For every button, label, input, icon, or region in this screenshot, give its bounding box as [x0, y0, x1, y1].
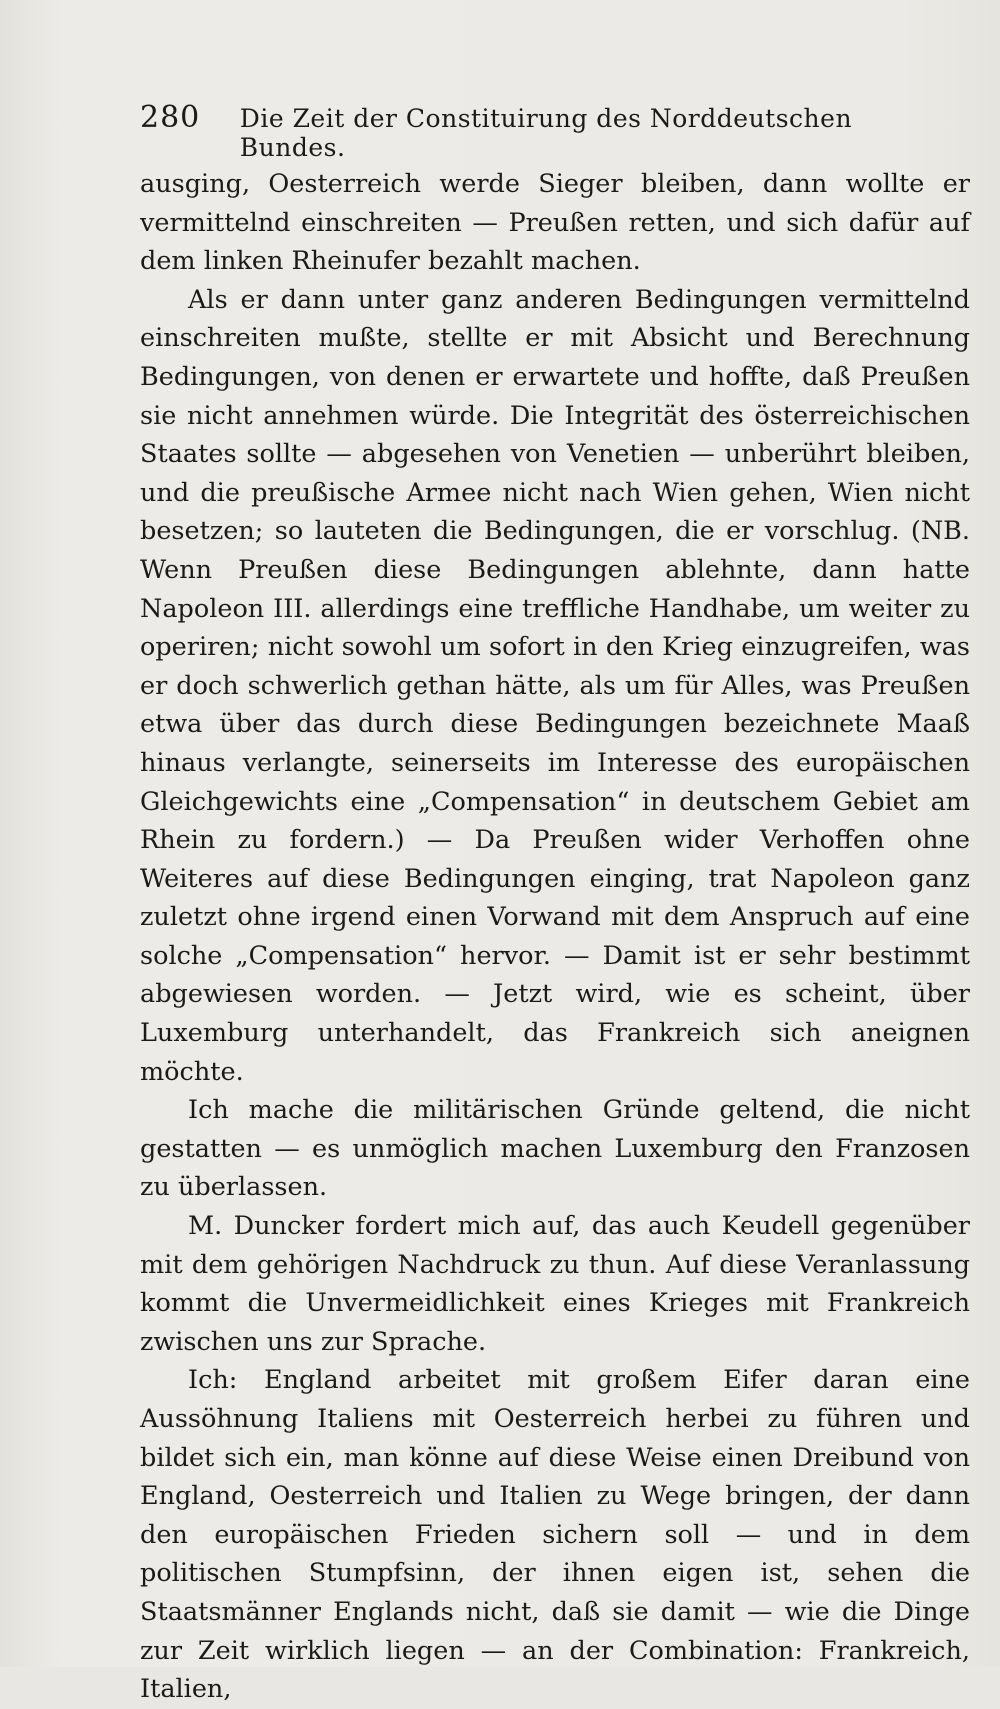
paragraph: M. Duncker fordert mich auf, das auch Keudell gegenüber mit dem gehörigen Nachdruck zu thun. Auf diese Veranlassung kommt die Unvermeidlichkeit eines Krieges mit Frankreich zwischen uns zur Sprache.	[140, 1211, 970, 1357]
body-text	[140, 165, 970, 1709]
paragraph: Ich: England arbeitet mit großem Eifer daran eine Aussöhnung Italiens mit Oesterreich herbei zu führen und bildet sich ein, man könne auf diese Weise einen Dreibund von England, Oesterreich und Italien zu Wege bringen, der dann den europäischen Frieden sichern soll — und in dem politischen Stumpfsinn, der ihnen eigen ist, sehen die Staatsmänner Englands nicht, daß sie damit — wie die Dinge zur Zeit wirklich liegen — an der Combination: Frankreich, Italien,	[140, 1365, 970, 1705]
page-header	[140, 100, 870, 162]
paragraph: Ich mache die militärischen Gründe geltend, die nicht gestatten — es unmöglich machen Luxemburg den Franzosen zu überlassen.	[140, 1095, 970, 1203]
paragraph: ausging, Oesterreich werde Sieger bleiben, dann wollte er vermittelnd einschreiten — Preußen retten, und sich dafür auf dem linken Rheinufer bezahlt machen.	[140, 169, 970, 277]
paragraph: Als er dann unter ganz anderen Bedingungen vermittelnd einschreiten mußte, stellte er mit Absicht und Berechnung Bedingungen, von denen er erwartete und hoffte, daß Preußen sie nicht annehmen würde. Die Integrität des österreichischen Staates sollte — abgesehen von Venetien — unberührt bleiben, und die preußische Armee nicht nach Wien gehen, Wien nicht besetzen; so lauteten die Bedingungen, die er vorschlug. (NB. Wenn Preußen diese Bedingungen ablehnte, dann hatte Napoleon III. allerdings eine treffliche Handhabe, um weiter zu operiren; nicht sowohl um sofort in den Krieg einzugreifen, was er doch schwerlich gethan hätte, als um für Alles, was Preußen etwa über das durch diese Bedingungen bezeichnete Maaß hinaus verlangte, seinerseits im Interesse des europäischen Gleichgewichts eine „Compensation“ in deutschem Gebiet am Rhein zu fordern.) — Da Preußen wider Verhoffen ohne Weiteres auf diese Bedingungen einging, trat Napoleon ganz zuletzt ohne irgend einen Vorwand mit dem Anspruch auf eine solche „Compensation“ hervor. — Damit ist er sehr bestimmt abgewiesen worden. — Jetzt wird, wie es scheint, über Luxemburg unterhandelt, das Frankreich sich aneignen möchte.	[140, 284, 970, 1087]
running-title: Die Zeit der Constituirung des Norddeutschen Bundes.	[239, 104, 853, 162]
page-number: 280	[140, 100, 201, 135]
